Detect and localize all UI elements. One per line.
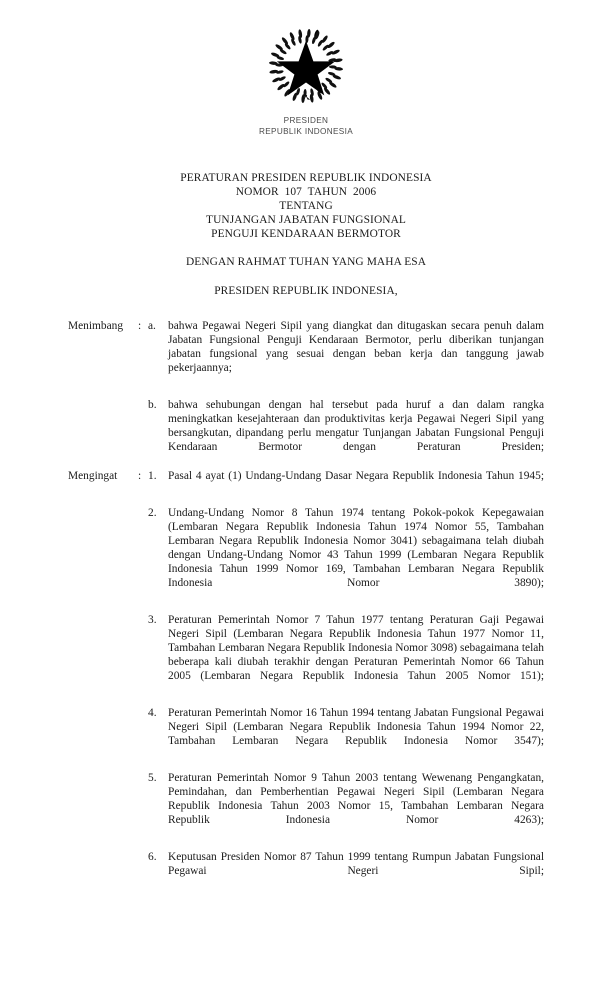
title-line-subject-2: PENGUJI KENDARAAN BERMOTOR	[211, 228, 401, 240]
emblem-caption-line-2: REPUBLIK INDONESIA	[258, 126, 354, 136]
list-item-marker: b.	[148, 399, 157, 411]
title-line-regulation: PERATURAN PRESIDEN REPUBLIK INDONESIA	[180, 172, 432, 184]
list-item-marker: 5.	[148, 772, 157, 784]
list-item	[0, 850, 612, 892]
list-item-text: Peraturan Pemerintah Nomor 9 Tahun 2003 tentang Wewenang Pengangkatan, Pemindahan, dan Pemberhentian Pegawai Negeri Sipil (Lembaran Negara Republik Indonesia Tahun 2003 Nomor 15, Tambahan Lembaran Negara Republik Indonesia Nomor 4263);	[168, 772, 544, 826]
title-line-invocation: DENGAN RAHMAT TUHAN YANG MAHA ESA	[185, 256, 427, 268]
list-item-marker: 4.	[148, 707, 157, 719]
list-item	[0, 398, 612, 468]
mengingat-section	[0, 469, 612, 892]
presidential-emblem-block	[0, 24, 612, 137]
list-item	[0, 469, 612, 497]
list-item-text: Peraturan Pemerintah Nomor 7 Tahun 1977 tentang Peraturan Gaji Pegawai Negeri Sipil (Lembaran Negara Republik Indonesia Tahun 1977 Nomor 11, Tambahan Lembaran Negara Republik Indonesia Nomor 3098) sebagaimana telah beberapa kali diubah terakhir dengan Peraturan Pemerintah Nomor 66 Tahun 2005 (Lembaran Negara Republik Indonesia Tahun 2005 Nomor 151);	[168, 614, 544, 682]
list-item-text: Pasal 4 ayat (1) Undang-Undang Dasar Negara Republik Indonesia Tahun 1945;	[168, 470, 544, 482]
title-line-authority: PRESIDEN REPUBLIK INDONESIA,	[214, 285, 398, 297]
emblem-caption-line-1: PRESIDEN	[283, 116, 329, 125]
list-item-text: bahwa sehubungan dengan hal tersebut pada huruf a dan dalam rangka meningkatkan kesejahteraan dan produktivitas kerja Pegawai Negeri Sipil yang bersangkutan, dipandang perlu mengatur Tunjangan Jabatan Fungsional Penguji Kendaraan Bermotor dengan Peraturan Presiden;	[168, 399, 544, 453]
menimbang-section	[0, 319, 612, 468]
list-item-text: Keputusan Presiden Nomor 87 Tahun 1999 tentang Rumpun Jabatan Fungsional Pegawai Negeri Sipil;	[168, 851, 544, 877]
title-line-subject-1: TUNJANGAN JABATAN FUNGSIONAL	[206, 214, 406, 226]
list-item-marker: 2.	[148, 507, 157, 519]
list-item-text: Peraturan Pemerintah Nomor 16 Tahun 1994 tentang Jabatan Fungsional Pegawai Negeri Sipil (Lembaran Negara Republik Indonesia Tahun 1994 Nomor 22, Tambahan Lembaran Negara Republik Indonesia Nomor 3547);	[168, 707, 544, 747]
mengingat-label: Mengingat	[68, 470, 118, 482]
list-item-marker: 6.	[148, 851, 157, 863]
title-spacer-2	[0, 269, 612, 284]
mengingat-item-list	[0, 469, 612, 892]
mengingat-colon: :	[138, 470, 142, 482]
list-item-marker: 3.	[148, 614, 157, 626]
list-item	[0, 319, 612, 389]
list-item	[0, 613, 612, 697]
list-item-text: bahwa Pegawai Negeri Sipil yang diangkat dan ditugaskan secara penuh dalam Jabatan Fungsional Penguji Kendaraan Bermotor, perlu diberikan tunjangan jabatan fungsional yang sesuai dengan beban kerja dan tanggung jawab pekerjaannya;	[168, 320, 544, 374]
list-item	[0, 706, 612, 762]
title-line-number-year: NOMOR 107 TAHUN 2006	[235, 186, 377, 198]
emblem-caption	[0, 116, 612, 137]
menimbang-label: Menimbang	[68, 320, 124, 332]
list-item-text: Undang-Undang Nomor 8 Tahun 1974 tentang Pokok-pokok Kepegawaian (Lembaran Negara Republik Indonesia Tahun 1974 Nomor 55, Tambahan Lembaran Negara Republik Indonesia Nomor 3041) sebagaimana telah diubah dengan Undang-Undang Nomor 43 Tahun 1999 (Lembaran Negara Republik Indonesia Tahun 1999 Nomor 169, Tambahan Lembaran Negara Republik Indonesia Nomor 3890);	[168, 507, 544, 589]
title-spacer-1	[0, 241, 612, 255]
menimbang-item-list	[0, 319, 612, 468]
list-item	[0, 771, 612, 841]
list-item-marker: a.	[148, 320, 156, 332]
document-title-block	[0, 171, 612, 298]
list-item-marker: 1.	[148, 470, 157, 482]
indonesia-presidential-seal-icon	[264, 24, 348, 108]
list-item	[0, 506, 612, 604]
title-line-tentang: TENTANG	[279, 200, 333, 212]
menimbang-colon: :	[138, 320, 142, 332]
